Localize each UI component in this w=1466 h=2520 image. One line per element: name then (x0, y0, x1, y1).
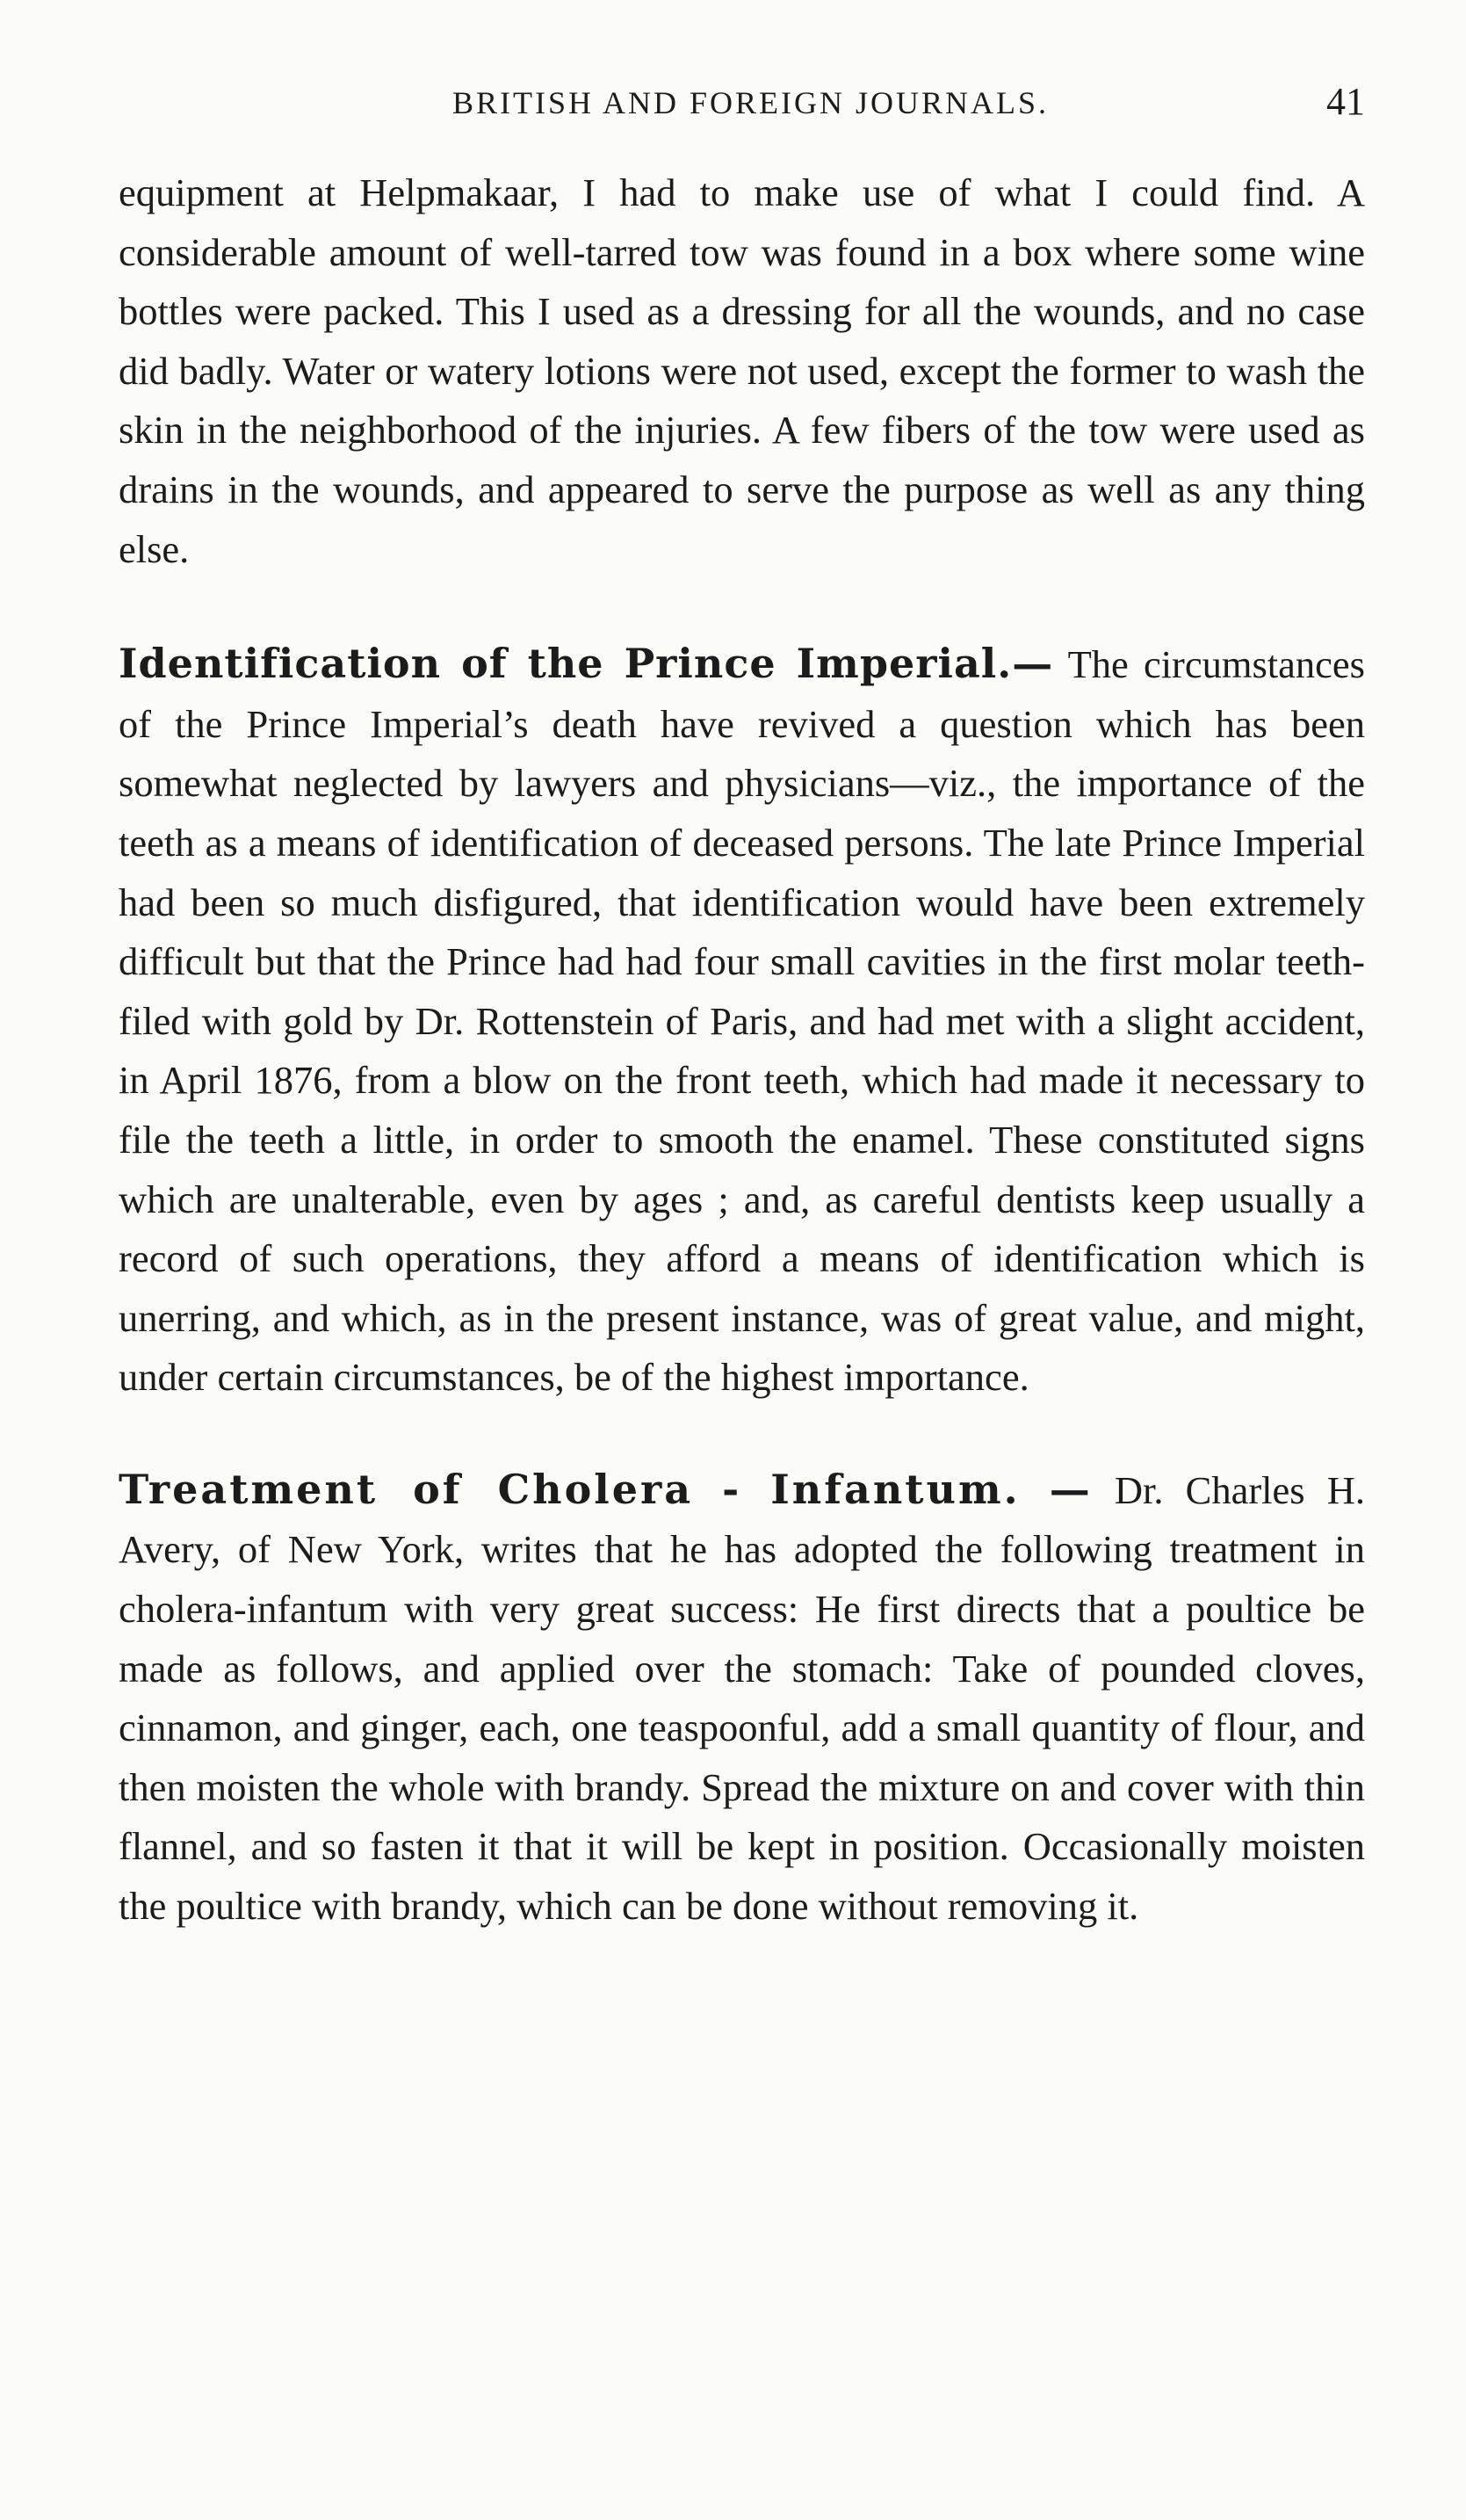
paragraph-text: The circumstances of the Prince Imperial’s death have revived a question which has been somewhat neglected by lawyers and physicians—viz., the importance of the teeth as a means of identification of deceased persons. The late Prince Imperial had been so much disfigured, that identification would have been extremely difficult but that the Prince had had four small cavities in the first molar teeth-filed with gold by Dr. Rottenstein of Paris, and had met with a slight accident, in April 1876, from a blow on the front teeth, which had made it necessary to file the teeth a little, in order to smooth the enamel. These constituted signs which are unalterable, even by ages ; and, as careful dentists keep usually a record of such operations, they afford a means of identification which is unerring, and which, as in the present instance, was of great value, and might, under certain circumstances, be of the highest importance. (119, 642, 1365, 1400)
paragraph-text: equipment at Helpmakaar, I had to make use of what I could find. A considerable amount of well-tarred tow was found in a box where some wine bottles were packed. This I used as a dressing for all the wounds, and no case did badly. Water or watery lotions were not used, except the former to wash the skin in the neighborhood of the injuries. A few fibers of the tow were used as drains in the wounds, and appeared to serve the purpose as well as any thing else. (119, 170, 1365, 571)
section-heading-cholera-infantum (119, 1466, 1093, 1513)
running-head (119, 80, 1365, 163)
page-number: 41 (1326, 80, 1365, 123)
paragraph-cholera-infantum (119, 1460, 1365, 1937)
heading-word: of (413, 1465, 463, 1513)
heading-word: Treatment (119, 1465, 379, 1513)
paragraph-continuation (119, 163, 1365, 579)
running-title: BRITISH AND FOREIGN JOURNALS. (451, 85, 1050, 120)
paragraph-text: Dr. Charles H. Avery, of New York, writes that he has adopted the following treatment in cholera-infantum with very great success: He first directs that a poultice be made as follows, and applied over the stomach: Take of pounded cloves, cinnamon, and ginger, each, one teaspoonful, add a small quantity of flour, and then moisten the whole with brandy. Spread the mixture on and cover with thin flannel, and so fasten it that it will be kept in position. Occasionally moisten the poultice with brandy, which can be done without removing it. (119, 1467, 1365, 1929)
paragraph-prince-imperial (119, 634, 1365, 1408)
heading-word: Cholera - Infantum. — (497, 1465, 1093, 1513)
section-heading-prince-imperial: Identification of the Prince Imperial.— (119, 640, 1054, 688)
